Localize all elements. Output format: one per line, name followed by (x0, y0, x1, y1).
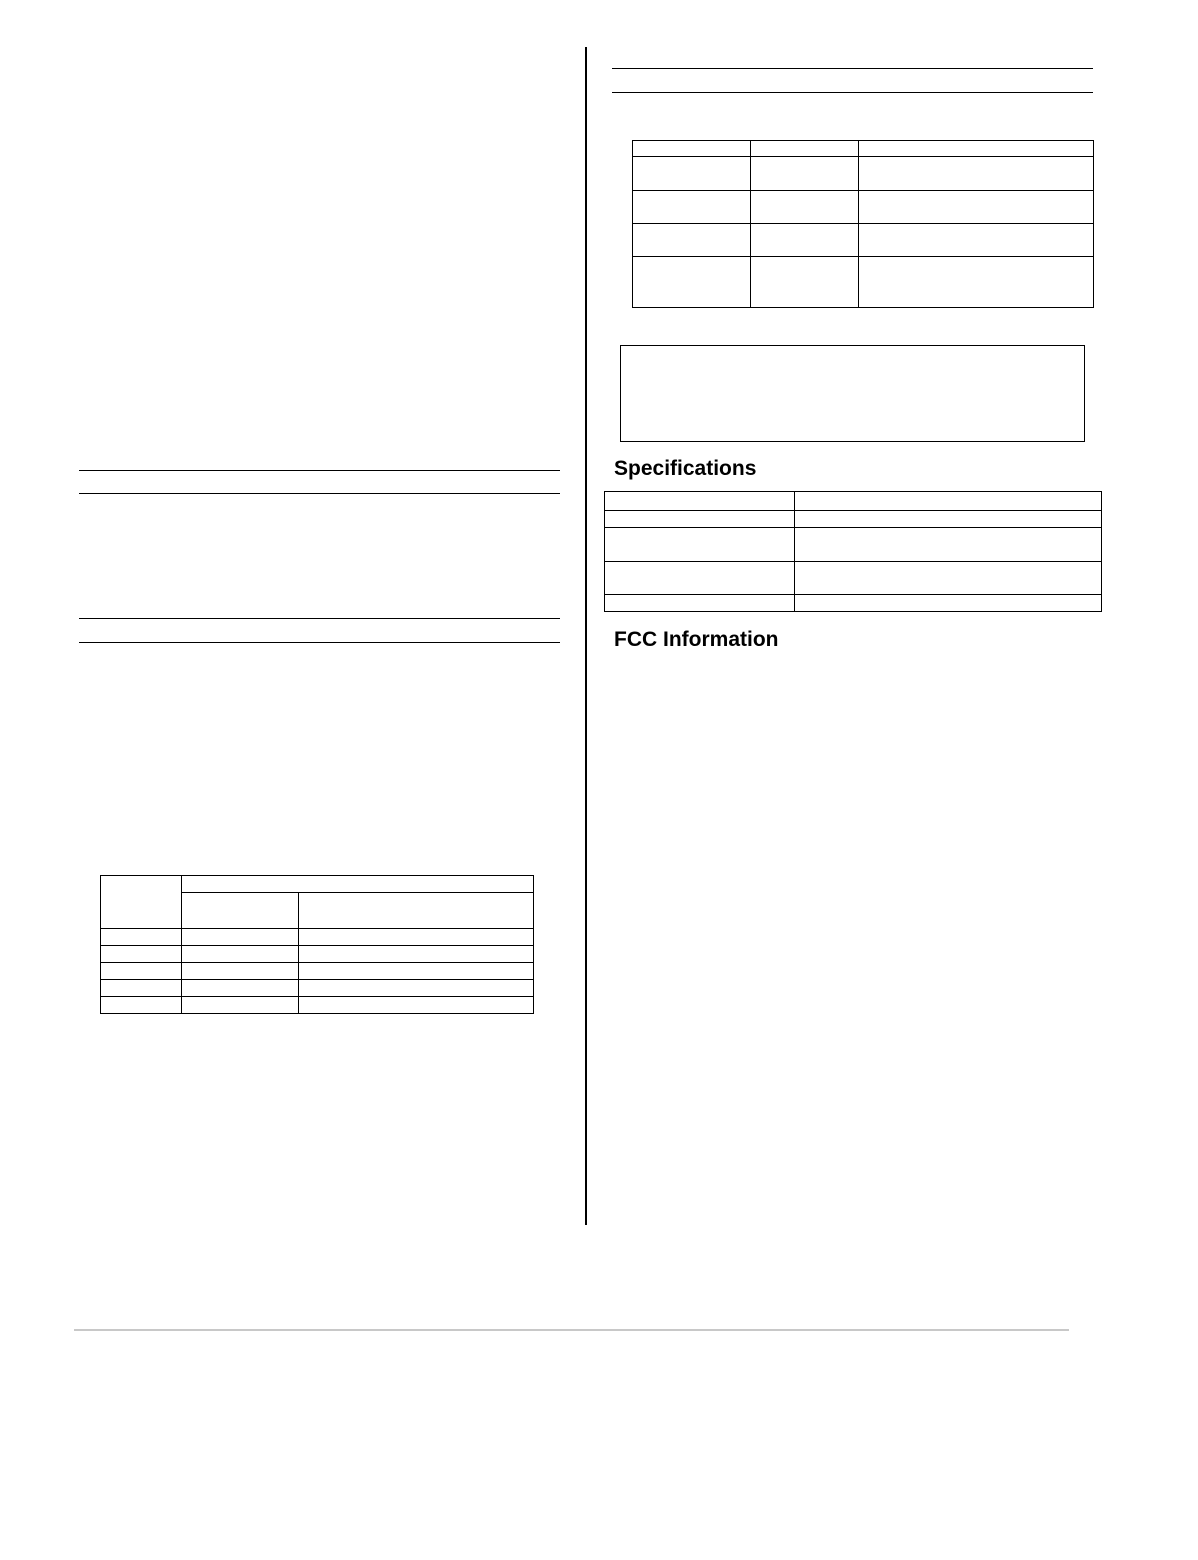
table-row (605, 562, 1102, 595)
right-rule-1b (612, 92, 1093, 93)
left-rule-1a (79, 470, 560, 471)
table-row (633, 257, 1094, 308)
left-table-subheader-1 (182, 893, 299, 929)
table-row (605, 511, 1102, 528)
table-row (101, 997, 534, 1014)
table-row (633, 157, 1094, 191)
footer-rule (74, 1329, 1069, 1331)
table-row (633, 224, 1094, 257)
left-rule-2b (79, 642, 560, 643)
table-row (101, 980, 534, 997)
table-row (605, 528, 1102, 562)
specifications-table (604, 491, 1102, 612)
table-row (101, 963, 534, 980)
table-row (101, 929, 534, 946)
left-table-header-cell (101, 876, 182, 929)
left-rule-2a (79, 618, 560, 619)
right-top-table (632, 140, 1094, 308)
left-table-subheader-2 (299, 893, 534, 929)
table-row (605, 595, 1102, 612)
note-box (620, 345, 1085, 442)
right-rule-1a (612, 68, 1093, 69)
table-row (605, 492, 1102, 511)
left-rule-1b (79, 493, 560, 494)
left-table (100, 875, 534, 1014)
table-row (633, 191, 1094, 224)
specifications-heading: Specifications (614, 457, 757, 480)
fcc-information-heading: FCC Information (614, 628, 779, 651)
table-row (101, 946, 534, 963)
column-divider (585, 47, 587, 1225)
table-row (633, 141, 1094, 157)
left-table-group-header (182, 876, 534, 893)
